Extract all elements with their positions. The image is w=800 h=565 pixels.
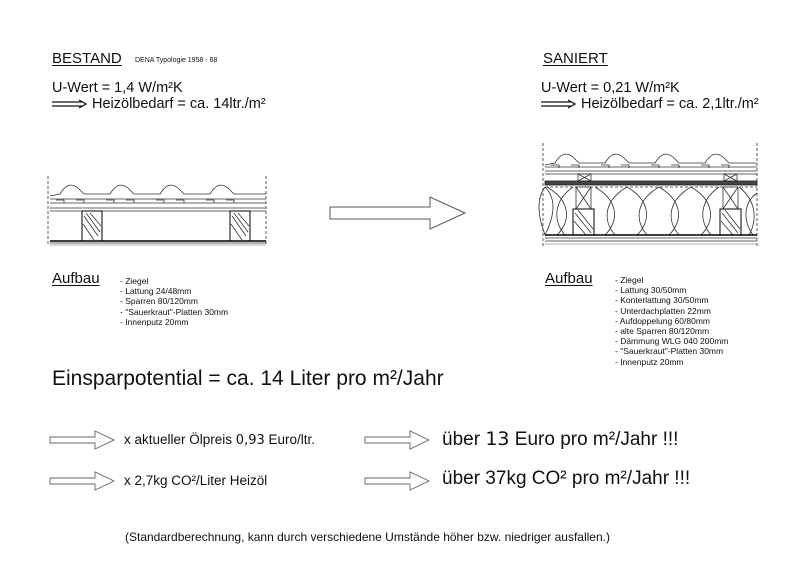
bestand-heizoelbedarf: Heizölbedarf = ca. 14ltr./m² bbox=[92, 96, 266, 112]
hollow-arrow-icon bbox=[50, 430, 120, 450]
bestand-roof-section-drawing bbox=[48, 176, 268, 246]
aufbau-item: - Ziegel bbox=[615, 275, 644, 285]
aufbau-item: - alte Sparren 80/120mm bbox=[615, 326, 710, 337]
aufbau-item: - Lattung 30/50mm bbox=[615, 285, 687, 296]
bestand-aufbau-label: Aufbau bbox=[52, 270, 100, 287]
aufbau-item: - "Sauerkraut"-Platten 30mm bbox=[615, 346, 724, 357]
footnote: (Standardberechnung, kann durch verschiedene Umstände höher bzw. niedriger ausfallen.) bbox=[125, 530, 610, 544]
hollow-arrow-icon bbox=[365, 471, 435, 491]
hollow-arrow-icon bbox=[330, 196, 470, 238]
oelpreis-value: 0,93 bbox=[235, 433, 265, 448]
saniert-title: SANIERT bbox=[543, 50, 608, 67]
saniert-u-wert: U-Wert = 0,21 W/m²K bbox=[541, 80, 680, 96]
saniert-heizoelbedarf: Heizölbedarf = ca. 2,1ltr./m² bbox=[581, 96, 759, 112]
aufbau-item: - Lattung 24/48mm bbox=[120, 286, 192, 297]
euro-savings-result bbox=[442, 428, 678, 451]
saniert-roof-section-drawing bbox=[543, 143, 759, 247]
oelpreis-calc bbox=[124, 432, 315, 448]
einsparpotential-heading: Einsparpotential = ca. 14 Liter pro m²/Jahr bbox=[52, 367, 444, 390]
aufbau-item: - Ziegel bbox=[120, 276, 149, 286]
aufbau-item: - Konterlattung 30/50mm bbox=[615, 295, 709, 306]
aufbau-item: - "Sauerkraut"-Platten 30mm bbox=[120, 306, 229, 317]
double-arrow-icon bbox=[52, 99, 88, 109]
oelpreis-suffix: Euro/ltr. bbox=[264, 432, 316, 447]
bestand-subtitle: DENA Typologie 1958 - 68 bbox=[135, 57, 218, 64]
aufbau-item: - Aufdoppelung 60/80mm bbox=[615, 315, 710, 326]
double-arrow-icon bbox=[541, 99, 577, 109]
bestand-u-wert: U-Wert = 1,4 W/m²K bbox=[52, 80, 183, 96]
oelpreis-prefix: x aktueller Ölpreis bbox=[124, 432, 236, 447]
saniert-aufbau-label: Aufbau bbox=[545, 270, 593, 287]
hollow-arrow-icon bbox=[365, 430, 435, 450]
euro-result-value: 13 bbox=[485, 428, 510, 450]
co2-savings-result: über 37kg CO² pro m²/Jahr !!! bbox=[442, 468, 691, 489]
bestand-title: BESTAND bbox=[52, 50, 122, 67]
co2-calc: x 2,7kg CO²/Liter Heizöl bbox=[124, 473, 268, 488]
bestand-aufbau-list bbox=[120, 276, 228, 327]
hollow-arrow-icon bbox=[50, 471, 120, 491]
aufbau-item: - Unterdachplatten 22mm bbox=[615, 305, 711, 316]
aufbau-item: - Sparren 80/120mm bbox=[120, 296, 198, 307]
saniert-aufbau-list bbox=[615, 275, 728, 367]
euro-result-suffix: Euro pro m²/Jahr !!! bbox=[509, 429, 679, 450]
aufbau-item: - Dämmung WLG 040 200mm bbox=[615, 336, 729, 347]
aufbau-item: - Innenputz 20mm bbox=[120, 316, 189, 327]
aufbau-item: - Innenputz 20mm bbox=[615, 356, 684, 367]
euro-result-prefix: über bbox=[442, 429, 486, 450]
